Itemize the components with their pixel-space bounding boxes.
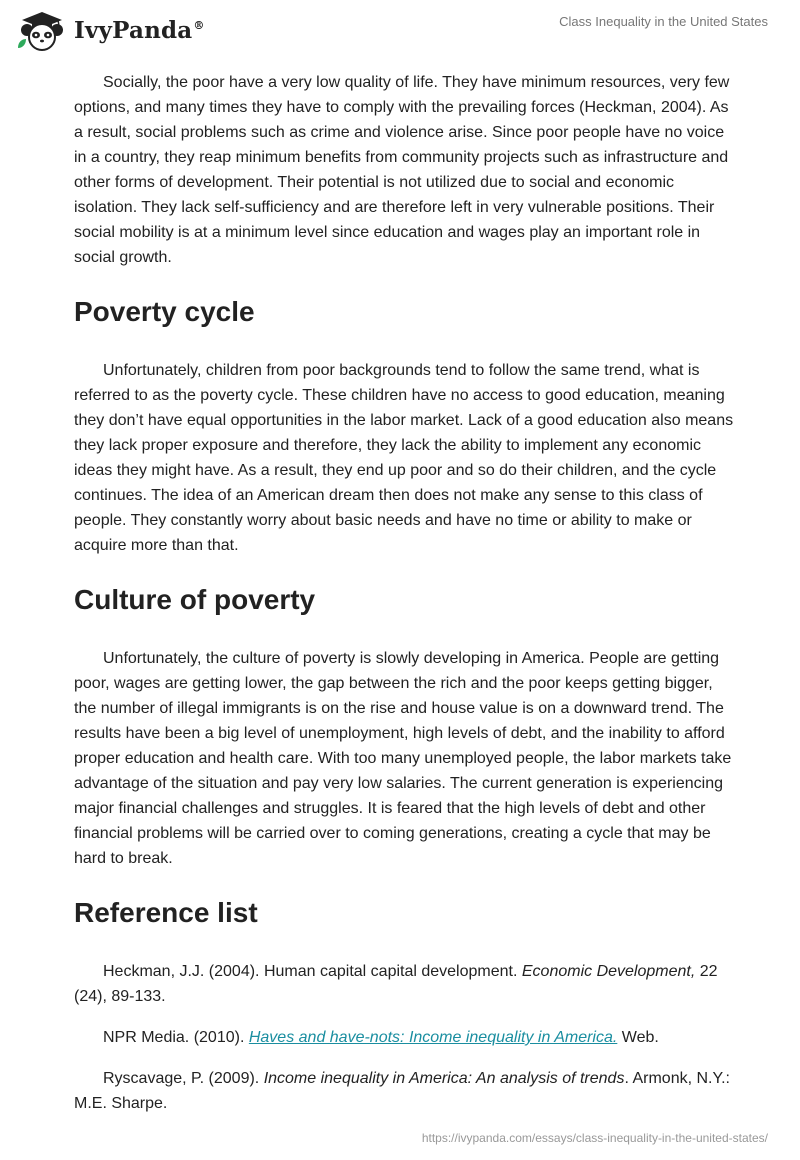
reference-item: Ryscavage, P. (2009). Income inequality in America: An analysis of trends. Armonk, N.Y.: M.E. Sharpe. <box>74 1070 730 1112</box>
reference-link[interactable]: Haves and have-nots: Income inequality in America. <box>248 1029 618 1046</box>
culture-of-poverty-paragraph: Unfortunately, the culture of poverty is slowly developing in America. People are getting poor, wages are getting lower, the gap between the rich and the poor keeps getting bigger, the number of illegal immigrants is on the rise and house value is on a downward trend. The results have been a big level of unemployment, high levels of debt, and the inability to afford proper education and health care. With too many unemployed people, the labor markets take advantage of the situation and pay very low salaries. The current generation is experiencing major financial challenges and struggles. It is feared that the high levels of debt and other financial problems will be carried over to coming generations, creating a cycle that may be hard to break. <box>74 650 732 867</box>
poverty-cycle-paragraph: Unfortunately, children from poor backgrounds tend to follow the same trend, what is referred to as the poverty cycle. These children have no access to good education, meaning they don’t have equal opportunities in the labor market. Lack of a good education also means they lack proper exposure and therefore, they lack the ability to implement any economic ideas they might have. As a result, they end up poor and so do their children, and the cycle continues. The idea of an American dream then does not make any sense to this class of people. They constantly worry about basic needs and have no time or ability to make or acquire more than that. <box>74 362 734 554</box>
reference-list-heading: Reference list <box>74 897 258 928</box>
document-title: Class Inequality in the United States <box>559 14 768 29</box>
reference-item: Heckman, J.J. (2004). Human capital capital development. Economic Development, 22 (24), 89-133. <box>74 963 718 1005</box>
reference-item: NPR Media. (2010). Haves and have-nots: Income inequality in America. Web. <box>103 1029 659 1046</box>
ivypanda-logo[interactable] <box>14 8 205 52</box>
section-heading-poverty-cycle: Poverty cycle <box>74 296 255 327</box>
section-heading-culture-of-poverty: Culture of poverty <box>74 584 316 615</box>
intro-paragraph: Socially, the poor have a very low quality of life. They have minimum resources, very few options, and many times they have to comply with the prevailing forces (Heckman, 2004). As a result, social problems such as crime and violence arise. Since poor people have no voice in a country, they reap minimum benefits from community projects such as infrastructure and other forms of development. Their potential is not utilized due to social and economic isolation. They lack self-sufficiency and are therefore left in very vulnerable positions. Their social mobility is at a minimum level since education and wages play an important role in social growth. <box>74 74 730 266</box>
page-header <box>0 0 800 60</box>
footer-source-url[interactable]: https://ivypanda.com/essays/class-inequality-in-the-united-states/ <box>421 1131 768 1145</box>
logo-wordmark: IvyPanda® <box>74 16 205 44</box>
panda-graduate-icon <box>14 8 72 52</box>
essay-content <box>74 70 734 1132</box>
